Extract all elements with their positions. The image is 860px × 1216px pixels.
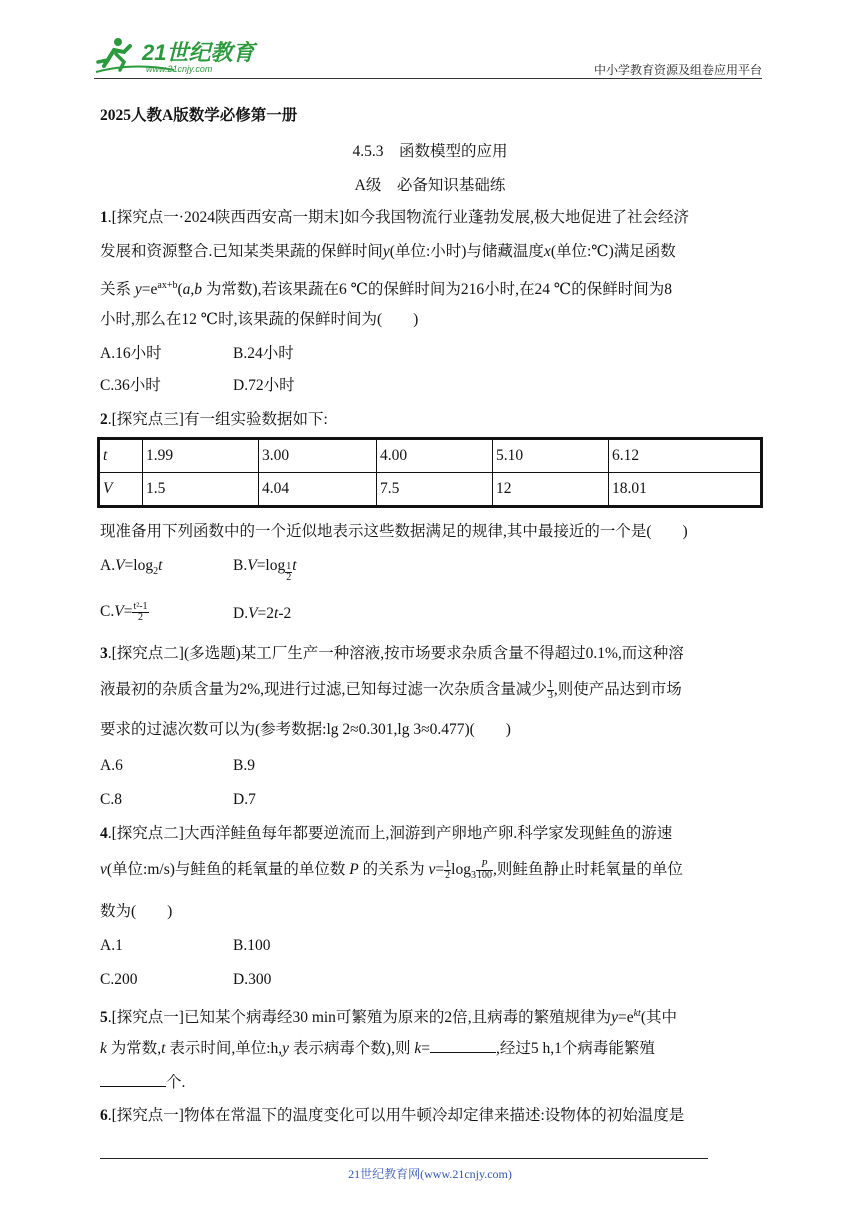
- q4-text2c: ,则鲑鱼静止时耗氧量的单位: [492, 861, 683, 879]
- q4-text2a: (单位:m/s)与鲑鱼的耗氧量的单位数: [106, 861, 346, 879]
- table-cell: 1.99: [143, 439, 259, 473]
- q1-var-y: y: [382, 243, 390, 260]
- logo-text: 21世纪教育: [142, 40, 255, 65]
- opt-letter: D.: [233, 605, 249, 622]
- var-t: t: [274, 605, 279, 622]
- q3-line3: 要求的过滤次数可以为(参考数据:lg 2≈0.301,lg 3≈0.477)( ): [100, 721, 511, 738]
- frac-den: 100: [476, 870, 492, 881]
- table-cell: 7.5: [377, 473, 493, 507]
- q4-option-a: A.1: [100, 937, 123, 954]
- table-cell: 3.00: [259, 439, 377, 473]
- answer-blank[interactable]: [100, 1072, 166, 1087]
- var-v: V: [114, 603, 124, 621]
- answer-blank[interactable]: [430, 1038, 496, 1053]
- q5-text1a: .[探究点一]已知某个病毒经30 min可繁殖为原来的2倍,且病毒的繁殖规律为: [107, 1009, 612, 1026]
- opt-letter: B.: [233, 557, 248, 574]
- q2-number: 2: [100, 411, 108, 428]
- row-label-text: t: [103, 447, 108, 464]
- opt-letter: A.: [100, 557, 116, 574]
- var-t: t: [158, 557, 163, 574]
- q3-text1: .[探究点二](多选题)某工厂生产一种溶液,按市场要求杂质含量不得超过0.1%,而这种溶: [107, 645, 684, 662]
- table-cell: 18.01: [609, 473, 762, 507]
- q5-text2d: ,经过5 h,1个病毒能繁殖: [495, 1040, 655, 1057]
- q5-line3: [100, 1072, 185, 1093]
- data-table: [97, 437, 763, 508]
- q4-option-c: C.200: [100, 971, 138, 988]
- var-v: V: [247, 557, 257, 574]
- table-cell: 1.5: [143, 473, 259, 507]
- q1-var-x: x: [543, 243, 551, 260]
- frac-den: 2: [445, 870, 451, 881]
- q3-line2: [100, 680, 682, 701]
- q4-option-d: D.300: [233, 971, 272, 988]
- section-title: 4.5.3 函数模型的应用: [352, 143, 508, 160]
- q1-exponent: ax+b: [157, 280, 178, 291]
- q1-option-d: D.72小时: [233, 377, 295, 394]
- q4-option-b: B.100: [233, 937, 271, 954]
- q2-option-c: [100, 602, 149, 623]
- q1-line2: [100, 242, 676, 262]
- log-base: 2: [153, 566, 159, 578]
- q4-line1: [100, 824, 672, 844]
- row-label: [99, 439, 143, 473]
- q4-number: 4: [100, 825, 108, 842]
- q1-var-a: a: [182, 281, 191, 298]
- eq: =: [421, 1040, 430, 1057]
- var-p: P: [349, 861, 359, 879]
- fraction: [547, 680, 554, 701]
- row-label: [99, 473, 143, 507]
- q3-text2a: 液最初的杂质含量为2%,现进行过滤,已知每过滤一次杂质含量减少: [100, 681, 547, 699]
- frac-den: 3: [547, 690, 553, 701]
- q5-line2: [100, 1038, 655, 1059]
- table-cell: 12: [493, 473, 609, 507]
- q1-line1: [100, 208, 689, 228]
- q2-stem: .[探究点三]有一组实验数据如下:: [107, 411, 328, 428]
- q1-line3: [100, 276, 672, 300]
- frac-num: 1: [547, 679, 553, 690]
- level-title: A级 必备知识基础练: [354, 177, 506, 194]
- opt-eq: =log: [256, 557, 286, 574]
- book-title: 2025人教A版数学必修第一册: [100, 107, 298, 124]
- q4-text2b: 的关系为: [362, 861, 425, 879]
- var-y: y: [282, 1040, 290, 1057]
- footer-text[interactable]: 21世纪教育网(www.21cnjy.com): [348, 1167, 512, 1181]
- fraction: [132, 602, 148, 623]
- var-v: V: [115, 557, 125, 574]
- table-cell: 4.00: [377, 439, 493, 473]
- q1-eq: =e: [141, 281, 158, 298]
- q2-after: 现准备用下列函数中的一个近似地表示这些数据满足的规律,其中最接近的一个是( ): [100, 523, 688, 540]
- q1-number: 1: [100, 209, 108, 226]
- var-v: v: [100, 861, 107, 879]
- opt-eq: =2: [257, 605, 275, 622]
- exponent: kt: [633, 1008, 641, 1019]
- q5-text2b: 表示时间,单位:h,: [169, 1040, 283, 1057]
- q1-option-b: B.24小时: [233, 345, 294, 362]
- q3-text2b: ,则使产品达到市场: [553, 681, 682, 699]
- q3-option-c: C.8: [100, 791, 122, 808]
- q3-line1: [100, 644, 684, 664]
- q6-number: 6: [100, 1107, 108, 1124]
- fraction: [476, 860, 493, 881]
- q4-line2: [100, 860, 683, 886]
- var-k2: k: [414, 1040, 422, 1057]
- frac-den: 2: [286, 572, 292, 583]
- q1-comma: ,: [190, 281, 195, 298]
- var-v: V: [248, 605, 258, 622]
- q4-line3: 数为( ): [100, 903, 173, 920]
- table-row: [99, 473, 762, 507]
- q4-text1: .[探究点二]大西洋鲑鱼每年都要逆流而上,洄游到产卵地产卵.科学家发现鲑鱼的游速: [107, 825, 673, 842]
- log-base: 3: [470, 870, 476, 882]
- page-header: [94, 36, 762, 78]
- frac-num: P: [476, 860, 493, 871]
- var-t: t: [292, 557, 297, 574]
- q5-text1b: (其中: [640, 1009, 677, 1026]
- var-v2: v: [428, 861, 436, 879]
- table-row: [99, 439, 762, 473]
- row-label-text: V: [103, 480, 113, 497]
- eq: =: [435, 861, 445, 879]
- q1-var-y2: y: [134, 281, 142, 298]
- q2-line1: [100, 410, 328, 430]
- q5-text3: 个.: [166, 1074, 186, 1091]
- q2-option-d: [233, 604, 291, 624]
- platform-name: 中小学教育资源及组卷应用平台: [593, 63, 762, 77]
- q1-option-c: C.36小时: [100, 377, 161, 394]
- logo-url: www.21cnjy.com: [146, 64, 213, 74]
- q6-line1: [100, 1106, 684, 1126]
- q5-text2c: 表示病毒个数),则: [292, 1040, 411, 1057]
- var-y: y: [611, 1009, 618, 1026]
- q1-text2a: 发展和资源整合.已知某类果蔬的保鲜时间: [100, 243, 383, 260]
- q1-text3c: 为常数),若该果蔬在6 ℃的保鲜时间为216小时,在24 ℃的保鲜时间为8: [205, 281, 672, 298]
- frac-num: 1: [286, 561, 292, 572]
- log: log: [451, 861, 471, 879]
- q2-option-a: [100, 556, 162, 582]
- q6-text1: .[探究点一]物体在常温下的温度变化可以用牛顿冷却定律来描述:设物体的初始温度是: [107, 1107, 685, 1124]
- q5-number: 5: [100, 1009, 108, 1026]
- q1-line4: 小时,那么在12 ℃时,该果蔬的保鲜时间为( ): [100, 311, 419, 328]
- frac-den: 2: [137, 612, 143, 623]
- q1-text3a: 关系: [100, 281, 132, 298]
- q1-var-b: b: [194, 281, 203, 298]
- opt-letter: C.: [100, 603, 115, 621]
- q3-option-a: A.6: [100, 757, 123, 774]
- q3-number: 3: [100, 645, 108, 662]
- q5-text2a: 为常数,: [110, 1040, 162, 1057]
- table-cell: 4.04: [259, 473, 377, 507]
- var-k: k: [100, 1040, 107, 1057]
- q1-text2c: (单位:℃)满足函数: [550, 243, 676, 260]
- logo-21cnjy: [94, 36, 269, 76]
- table-cell: 5.10: [493, 439, 609, 473]
- q2-option-b: [233, 556, 297, 583]
- footer-divider: [100, 1158, 708, 1159]
- var-t: t: [161, 1040, 166, 1057]
- frac-num: 1: [445, 859, 451, 870]
- q5-line1: [100, 1004, 677, 1028]
- q1-text1: .[探究点一·2024陕西西安高一期末]如今我国物流行业蓬勃发展,极大地促进了社会经济: [107, 209, 689, 226]
- q1-text2b: (单位:小时)与储藏温度: [389, 243, 544, 260]
- opt-eq: =: [123, 603, 133, 621]
- header-divider: [94, 78, 762, 79]
- q3-option-b: B.9: [233, 757, 255, 774]
- opt-eq: =log: [124, 557, 154, 574]
- q1-paren: (: [177, 281, 183, 298]
- table-cell: 6.12: [609, 439, 762, 473]
- opt-tail: -2: [278, 605, 292, 622]
- eq: =e: [617, 1009, 634, 1026]
- q3-option-d: D.7: [233, 791, 256, 808]
- q1-option-a: A.16小时: [100, 345, 162, 362]
- frac-num: t²-1: [133, 601, 148, 612]
